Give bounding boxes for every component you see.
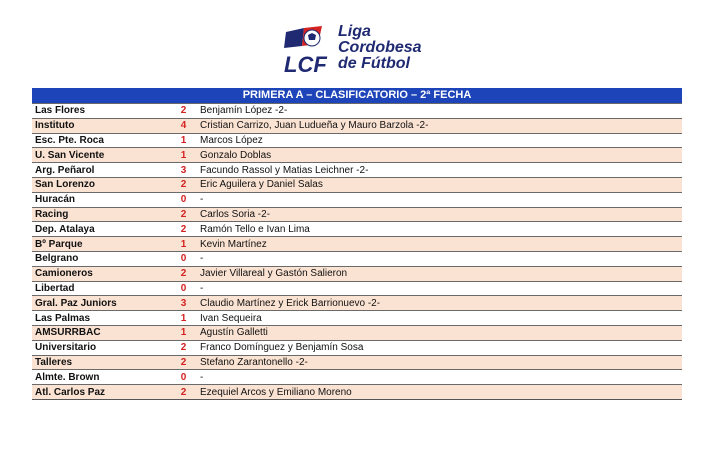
- table-row: [32, 384, 682, 399]
- team-name: U. San Vicente: [35, 149, 105, 161]
- scorer-list: Marcos López: [200, 134, 263, 146]
- table-row: [32, 325, 682, 340]
- scorer-list: -: [200, 253, 204, 265]
- table-row: [32, 192, 682, 207]
- goal-count: 2: [180, 223, 187, 235]
- table-row: [32, 236, 682, 251]
- goal-count: 1: [180, 149, 187, 161]
- goal-count: 2: [180, 386, 187, 398]
- team-name: Arg. Peñarol: [35, 164, 95, 176]
- team-name: Belgrano: [35, 253, 79, 265]
- goal-count: 0: [180, 371, 187, 383]
- table-row: [32, 221, 682, 236]
- scorer-list: Franco Domínguez y Benjamín Sosa: [200, 342, 364, 354]
- goal-count: 0: [180, 194, 187, 206]
- table-row: [32, 133, 682, 148]
- scorer-list: Claudio Martínez y Erick Barrionuevo -2-: [200, 297, 381, 309]
- table-row: [32, 369, 682, 384]
- goal-count: 1: [180, 134, 187, 146]
- scorer-list: -: [200, 194, 204, 206]
- scorer-list: Gonzalo Doblas: [200, 149, 272, 161]
- scorer-list: Agustín Galletti: [200, 327, 268, 339]
- scorer-list: Carlos Soria -2-: [200, 208, 271, 220]
- goal-count: 1: [180, 327, 187, 339]
- team-name: Universitario: [35, 342, 97, 354]
- goal-count: 2: [180, 208, 187, 220]
- scorer-list: Kevin Martínez: [200, 238, 267, 250]
- goal-count: 2: [180, 179, 187, 191]
- scorer-list: Benjamín López -2-: [200, 105, 288, 117]
- logo-line-2: Cordobesa: [338, 39, 422, 56]
- goal-count: 2: [180, 268, 187, 280]
- scorer-list: Facundo Rassol y Matias Leichner -2-: [200, 164, 369, 176]
- league-crest-icon: [282, 26, 334, 74]
- team-name: AMSURRBAC: [35, 327, 101, 339]
- table-row: [32, 207, 682, 222]
- table-body: [32, 103, 682, 399]
- table-row: [32, 147, 682, 162]
- scorer-list: Cristian Carrizo, Juan Ludueña y Mauro Barzola -2-: [200, 120, 429, 132]
- goal-count: 2: [180, 105, 187, 117]
- table-row: [32, 281, 682, 296]
- scorer-list: -: [200, 282, 204, 294]
- table-row: [32, 251, 682, 266]
- table-row: [32, 295, 682, 310]
- scorer-list: Ezequiel Arcos y Emiliano Moreno: [200, 386, 352, 398]
- scorer-list: Eric Aguilera y Daniel Salas: [200, 179, 323, 191]
- team-name: San Lorenzo: [35, 179, 96, 191]
- table-row: [32, 103, 682, 118]
- scorer-list: -: [200, 371, 204, 383]
- scorer-list: Ivan Sequeira: [200, 312, 262, 324]
- svg-text:LCF: LCF: [284, 52, 327, 74]
- table-row: [32, 340, 682, 355]
- logo-line-3: de Fútbol: [338, 55, 410, 72]
- team-name: Atl. Carlos Paz: [35, 386, 106, 398]
- goal-count: 0: [180, 253, 187, 265]
- goal-count: 3: [180, 297, 187, 309]
- scorer-list: Javier Villareal y Gastón Salieron: [200, 268, 348, 280]
- table-title: PRIMERA A – CLASIFICATORIO – 2ª FECHA: [32, 88, 682, 103]
- team-name: Las Flores: [35, 105, 86, 117]
- team-name: Esc. Pte. Roca: [35, 134, 104, 146]
- table-row: [32, 310, 682, 325]
- team-name: Instituto: [35, 120, 75, 132]
- table-row: [32, 355, 682, 370]
- scorer-list: Stefano Zarantonello -2-: [200, 356, 308, 368]
- team-name: Libertad: [35, 282, 75, 294]
- goal-count: 1: [180, 312, 187, 324]
- table-row: [32, 118, 682, 133]
- goal-count: 1: [180, 238, 187, 250]
- table-row: [32, 177, 682, 192]
- goal-count: 0: [180, 282, 187, 294]
- goal-count: 2: [180, 356, 187, 368]
- table-row: [32, 162, 682, 177]
- team-name: Almte. Brown: [35, 371, 100, 383]
- team-name: Camioneros: [35, 268, 93, 280]
- team-name: Huracán: [35, 194, 76, 206]
- results-table: [32, 88, 682, 400]
- scorer-list: Ramón Tello e Ivan Lima: [200, 223, 310, 235]
- goal-count: 4: [180, 120, 187, 132]
- goal-count: 3: [180, 164, 187, 176]
- table-row: [32, 266, 682, 281]
- team-name: Gral. Paz Juniors: [35, 297, 117, 309]
- team-name: Racing: [35, 208, 69, 220]
- goal-count: 2: [180, 342, 187, 354]
- team-name: Bº Parque: [35, 238, 83, 250]
- team-name: Talleres: [35, 356, 73, 368]
- team-name: Las Palmas: [35, 312, 91, 324]
- logo-line-1: Liga: [338, 23, 371, 40]
- league-logo: [282, 24, 442, 76]
- team-name: Dep. Atalaya: [35, 223, 95, 235]
